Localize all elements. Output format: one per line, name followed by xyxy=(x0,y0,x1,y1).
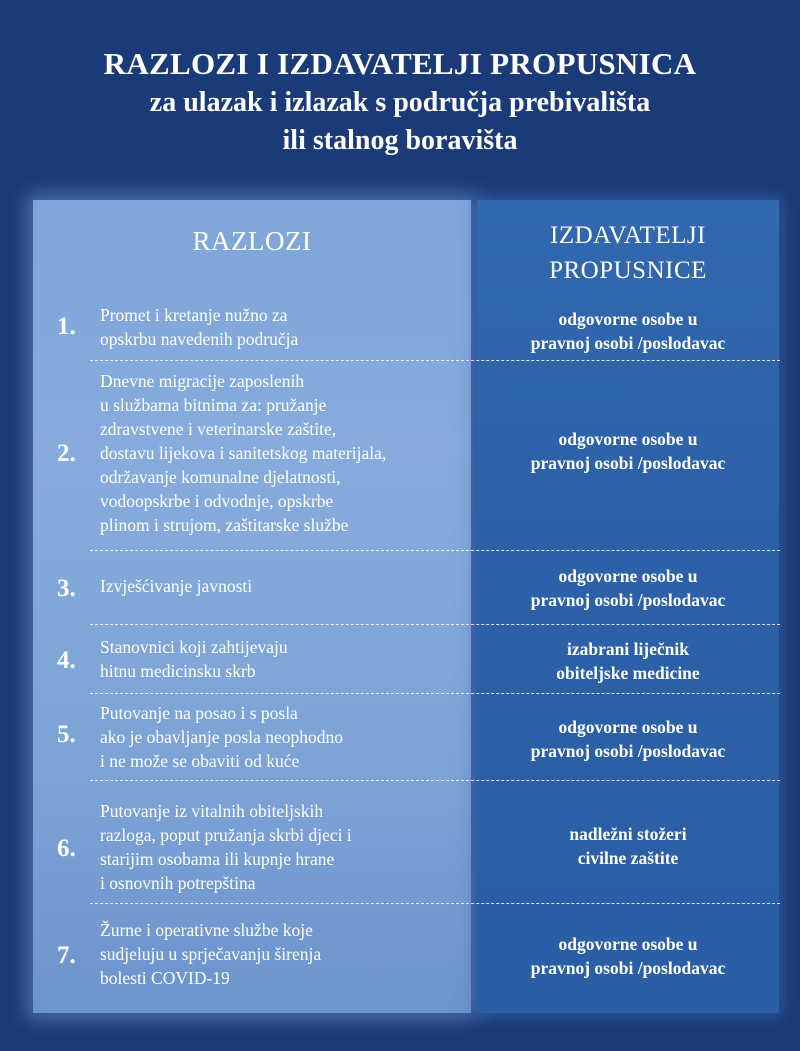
row-7-issuer-line: pravnoj osobi /poslodavac xyxy=(530,958,726,978)
row-divider xyxy=(90,624,780,625)
row-5-issuer xyxy=(477,715,779,763)
row-5-reason-line: ako je obavljanje posla neophodno xyxy=(100,727,343,747)
row-2-issuer-line: pravnoj osobi /poslodavac xyxy=(530,453,726,473)
row-6-reason-line: starijim osobama ili kupnje hrane xyxy=(100,849,335,869)
row-7-reason xyxy=(100,918,470,990)
issuers-header-line-1: IZDAVATELJI xyxy=(550,222,706,249)
title-line-1: RAZLOZI I IZDAVATELJI PROPUSNICA xyxy=(103,46,697,81)
row-4-reason-line: hitnu medicinsku skrb xyxy=(100,661,256,681)
row-1-issuer-line: pravnoj osobi /poslodavac xyxy=(530,333,726,353)
row-1-reason xyxy=(100,303,470,351)
row-2-number: 2. xyxy=(57,440,76,467)
row-divider xyxy=(90,360,780,361)
row-2-reason-line: plinom i strujom, zaštitarske službe xyxy=(100,515,349,535)
row-5-reason xyxy=(100,701,470,773)
row-divider xyxy=(90,903,780,904)
row-3-issuer xyxy=(477,564,779,612)
row-2-reason-line: zdravstvene i veterinarske zaštite, xyxy=(100,419,337,439)
reasons-header: RAZLOZI xyxy=(192,226,312,256)
row-1-issuer xyxy=(477,307,779,355)
row-divider xyxy=(90,780,780,781)
row-6-issuer xyxy=(477,822,779,870)
issuers-header-line-2: PROPUSNICE xyxy=(549,257,707,284)
row-7-issuer xyxy=(477,932,779,980)
row-4-issuer-line: izabrani liječnik xyxy=(566,639,689,659)
row-6-reason-line: i osnovnih potrepština xyxy=(100,873,256,893)
row-5-number: 5. xyxy=(57,721,76,748)
row-2-issuer-line: odgovorne osobe u xyxy=(558,429,698,449)
row-2-reason-line: dostavu lijekova i sanitetskog materijala, xyxy=(100,443,387,463)
row-3-number: 3. xyxy=(57,575,76,602)
title-line-3: ili stalnog boravišta xyxy=(282,125,518,156)
row-6-issuer-line: civilne zaštite xyxy=(577,848,679,868)
row-7-number: 7. xyxy=(57,942,76,969)
row-2-issuer xyxy=(477,427,779,475)
row-divider xyxy=(90,550,780,551)
row-2-reason-line: Dnevne migracije zaposlenih xyxy=(100,371,305,391)
row-4-reason xyxy=(100,635,470,683)
row-4-reason-line: Stanovnici koji zahtijevaju xyxy=(100,637,288,657)
row-7-issuer-line: odgovorne osobe u xyxy=(558,934,698,954)
row-7-reason-line: Žurne i operativne službe koje xyxy=(100,920,313,940)
row-2-reason-line: vodoopskrbe i odvodnje, opskrbe xyxy=(100,491,334,511)
row-5-issuer-line: pravnoj osobi /poslodavac xyxy=(530,741,726,761)
row-5-reason-line: Putovanje na posao i s posla xyxy=(100,703,298,723)
row-6-number: 6. xyxy=(57,835,76,862)
row-7-reason-line: sudjeluju u sprječavanju širenja xyxy=(100,944,322,964)
row-1-reason-line: Promet i kretanje nužno za xyxy=(100,305,288,325)
row-6-reason xyxy=(100,799,470,895)
row-6-reason-line: razloga, poput pružanja skrbi djeci i xyxy=(100,825,352,845)
row-6-issuer-line: nadležni stožeri xyxy=(569,824,687,844)
title-line-2: za ulazak i izlazak s područja prebivališta xyxy=(149,87,651,118)
row-1-number: 1. xyxy=(57,313,76,340)
row-6-reason-line: Putovanje iz vitalnih obiteljskih xyxy=(100,801,324,821)
row-4-issuer xyxy=(477,637,779,685)
row-1-reason-line: opskrbu navedenih područja xyxy=(100,329,299,349)
row-5-reason-line: i ne može se obaviti od kuće xyxy=(100,751,300,771)
row-2-reason-line: u službama bitnima za: pružanje xyxy=(100,395,327,415)
row-2-reason xyxy=(100,369,470,537)
row-3-reason xyxy=(100,574,470,598)
row-3-reason-line: Izvješćivanje javnosti xyxy=(100,576,253,596)
page-title xyxy=(0,44,800,160)
row-divider xyxy=(90,693,780,694)
row-4-issuer-line: obiteljske medicine xyxy=(556,663,700,683)
row-5-issuer-line: odgovorne osobe u xyxy=(558,717,698,737)
row-7-reason-line: bolesti COVID-19 xyxy=(100,968,230,988)
row-3-issuer-line: pravnoj osobi /poslodavac xyxy=(530,590,726,610)
row-2-reason-line: održavanje komunalne djelatnosti, xyxy=(100,467,341,487)
row-3-issuer-line: odgovorne osobe u xyxy=(558,566,698,586)
row-4-number: 4. xyxy=(57,647,76,674)
issuers-header xyxy=(477,218,779,288)
row-1-issuer-line: odgovorne osobe u xyxy=(558,309,698,329)
